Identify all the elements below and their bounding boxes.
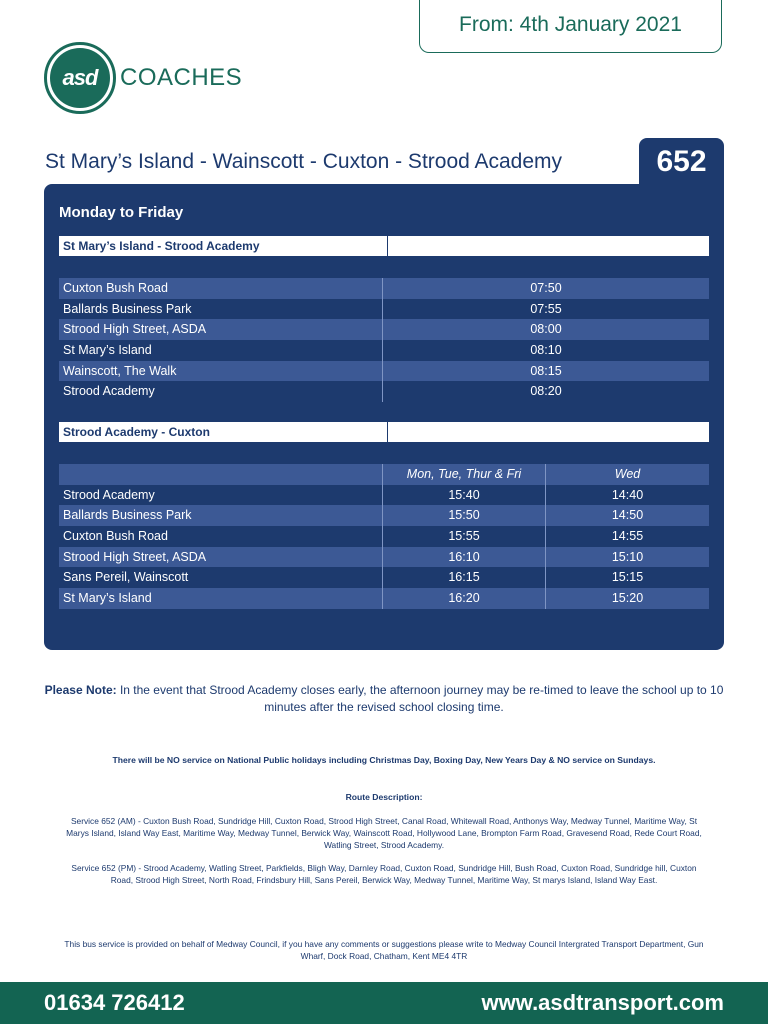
please-note-label: Please Note: (44, 683, 117, 697)
stop-name: Strood Academy (59, 381, 383, 402)
stop-name: Sans Pereil, Wainscott (59, 567, 383, 588)
table-row (59, 381, 709, 402)
column-header-wed: Wed (614, 467, 641, 481)
please-note-text: In the event that Strood Academy closes early, the afternoon journey may be re-timed to leave the school up to 10 minutes after the revised school closing time. (116, 683, 724, 714)
departure-time-weekdays: 16:15 (383, 567, 546, 588)
table-row (59, 505, 709, 526)
contact-bar (0, 982, 768, 1024)
route-description-pm: Service 652 (PM) - Strood Academy, Watling Street, Parkfields, Bligh Way, Darnley Road, Cuxton Road, Sundridge Hill, Bush Road, Cuxton Road, Sundridge hill, Cuxton Road, Strood High Street, North Road, Frindsbury Hill, Sans Pereil, Berwick Way, Medway Tunnel, Maritime Way, St marys Island, Island Way East. (71, 863, 697, 885)
table-row (59, 361, 709, 382)
departure-time-wed: 15:10 (611, 549, 644, 564)
holiday-notice: There will be NO service on National Public holidays including Christmas Day, Boxing Day, New Years Day & NO service on Sundays. (112, 755, 656, 765)
route-description-heading: Route Description: (345, 792, 423, 802)
departure-time-weekdays: 16:20 (383, 588, 546, 609)
table-row (59, 547, 709, 568)
table-row (59, 526, 709, 547)
departure-time-weekdays: 16:10 (383, 547, 546, 568)
logo-badge-icon (44, 42, 116, 114)
website-link[interactable]: www.asdtransport.com (481, 990, 724, 1015)
stop-name: St Mary’s Island (59, 588, 383, 609)
please-note (40, 682, 728, 716)
stop-name: St Mary’s Island (59, 340, 383, 361)
stop-column-header (59, 464, 383, 485)
stop-name: Ballards Business Park (59, 505, 383, 526)
timetable-panel (44, 184, 724, 650)
departure-time-wed: 14:50 (611, 508, 644, 523)
asd-coaches-logo (44, 42, 242, 114)
table-row (59, 278, 709, 299)
stop-name: Cuxton Bush Road (59, 526, 383, 547)
table-row (59, 340, 709, 361)
departure-time: 07:55 (530, 301, 562, 316)
council-note: This bus service is provided on behalf of Medway Council, if you have any comments or suggestions please write to Medway Council Intergrated Transport Department, Gun Wharf, Dock Road, Chatham, Kent ME4 4TR (64, 939, 704, 961)
departure-time: 08:10 (530, 343, 562, 358)
section-title: St Mary’s Island - Strood Academy (59, 236, 388, 256)
route-description-am: Service 652 (AM) - Cuxton Bush Road, Sundridge Hill, Cuxton Road, Strood High Street, Canal Road, Whitewall Road, Anthonys Way, Medway Tunnel, Maritime Way, St Marys Island, Island Way East, Maritime Way, Medway Tunnel, Berwick Way, Wainscott Road, Hollywood Lane, Brompton Farm Road, Gravesend Road, Rede Court Road, Watling Street, Strood Academy. (66, 816, 702, 850)
departure-time-weekdays: 15:50 (383, 505, 546, 526)
phone-number[interactable]: 01634 726412 (44, 990, 185, 1015)
departure-time-wed: 14:55 (611, 529, 644, 544)
departure-time-wed: 15:15 (611, 570, 644, 585)
departure-time-weekdays: 15:55 (383, 526, 546, 547)
stop-name: Strood High Street, ASDA (59, 547, 383, 568)
departure-time: 08:00 (530, 322, 562, 337)
route-title: St Mary’s Island - Wainscott - Cuxton - Strood Academy (45, 150, 563, 173)
stop-name: Strood High Street, ASDA (59, 319, 383, 340)
afternoon-section-header (59, 422, 709, 442)
column-header-weekdays: Mon, Tue, Thur & Fri (383, 464, 546, 485)
table-header-row (59, 464, 709, 485)
logo-word: COACHES (120, 64, 243, 91)
departure-time-wed: 14:40 (611, 487, 644, 502)
table-row (59, 567, 709, 588)
stop-name: Strood Academy (59, 485, 383, 506)
route-number-badge: 652 (639, 138, 724, 186)
days-label: Monday to Friday (59, 204, 184, 221)
departure-time: 08:20 (530, 384, 562, 399)
morning-section-header (59, 236, 709, 256)
departure-time-wed: 15:20 (611, 591, 644, 606)
table-row (59, 319, 709, 340)
stop-name: Ballards Business Park (59, 299, 383, 320)
logo-letters: asd (62, 65, 98, 90)
effective-date-text: From: 4th January 2021 (459, 13, 682, 36)
table-row (59, 588, 709, 609)
effective-date-box (419, 0, 722, 53)
table-row (59, 299, 709, 320)
departure-time: 07:50 (530, 281, 562, 295)
departure-time: 08:15 (530, 363, 562, 378)
afternoon-timetable (59, 464, 709, 609)
table-row (59, 485, 709, 506)
section-title: Strood Academy - Cuxton (59, 422, 388, 442)
morning-timetable (59, 278, 709, 402)
stop-name: Cuxton Bush Road (59, 278, 383, 299)
departure-time-weekdays: 15:40 (383, 485, 546, 506)
stop-name: Wainscott, The Walk (59, 361, 383, 382)
